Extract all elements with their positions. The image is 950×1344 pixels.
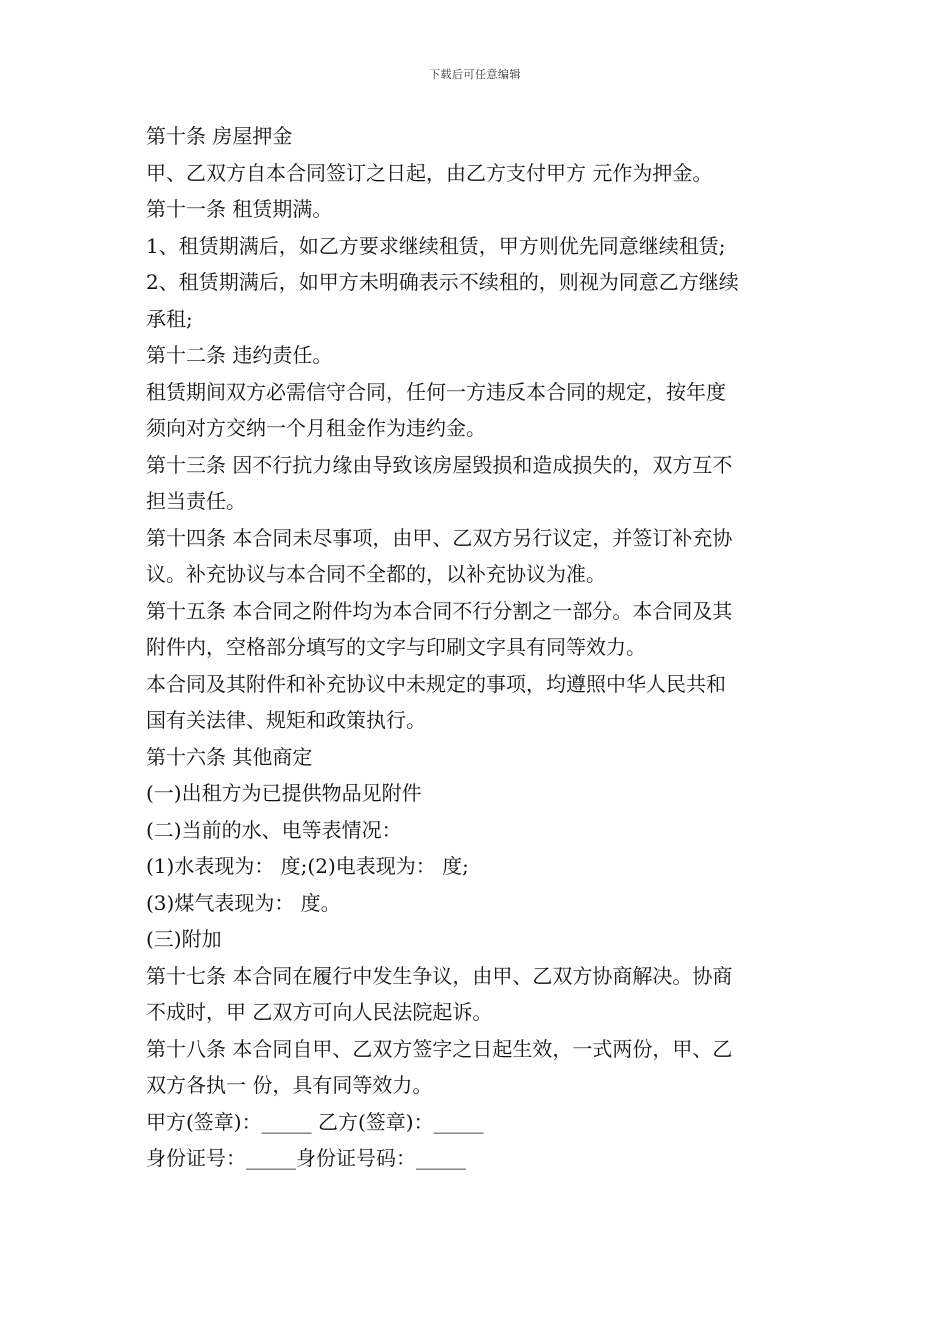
text-line: 附件内，空格部分填写的文字与印刷文字具有同等效力。	[146, 635, 646, 659]
text-line: 担当责任。	[146, 489, 246, 513]
text-line: 承租;	[146, 306, 193, 331]
text-line: 1、租赁期满后，如乙方要求继续租赁，甲方则优先同意继续租赁;	[146, 233, 726, 258]
paragraph-article-17	[146, 958, 808, 1031]
paragraph-sub-3	[146, 921, 808, 958]
text-line: 租赁期间双方必需信守合同，任何一方违反本合同的规定，按年度	[146, 379, 726, 404]
paragraph-article-18	[146, 1031, 808, 1104]
paragraph-item-2	[146, 264, 808, 337]
text-line: 甲方(签章)：_____ 乙方(签章)：_____	[146, 1109, 484, 1134]
paragraph-applicable-law	[146, 666, 808, 739]
document-body	[146, 118, 808, 1177]
text-line: 本合同及其附件和补充协议中未规定的事项，均遵照中华人民共和	[146, 671, 726, 696]
text-line: 2、租赁期满后，如甲方未明确表示不续租的，则视为同意乙方继续	[146, 270, 739, 294]
text-line: 议。补充协议与本合同不全都的，以补充协议为准。	[146, 562, 606, 586]
text-line: 身份证号：_____身份证号码：_____	[146, 1146, 466, 1170]
text-line: 第十二条 违约责任。	[146, 343, 333, 367]
paragraph-id-numbers	[146, 1140, 808, 1177]
text-line: 第十条 房屋押金	[146, 124, 293, 148]
paragraph-article-12-title	[146, 337, 808, 374]
text-line: (二)当前的水、电等表情况：	[146, 817, 402, 842]
text-line: 不成时，甲 乙双方可向人民法院起诉。	[146, 1000, 493, 1024]
paragraph-article-10-title	[146, 118, 808, 155]
paragraph-article-16-title	[146, 739, 808, 776]
paragraph-article-15	[146, 593, 808, 666]
text-line: 第十四条 本合同未尽事项，由甲、乙双方另行议定，并签订补充协	[146, 525, 733, 550]
text-line: 国有关法律、规矩和政策执行。	[146, 708, 426, 732]
text-line: 双方各执一 份，具有同等效力。	[146, 1073, 433, 1097]
text-line: 甲、乙双方自本合同签订之日起，由乙方支付甲方 元作为押金。	[146, 160, 713, 185]
text-line: 第十五条 本合同之附件均为本合同不行分割之一部分。本合同及其	[146, 598, 733, 623]
page-header: 下载后可任意编辑	[429, 68, 521, 81]
text-line: (一)出租方为已提供物品见附件	[146, 781, 422, 805]
text-line: 第十六条 其他商定	[146, 744, 313, 769]
text-line: 第十七条 本合同在履行中发生争议，由甲、乙双方协商解决。协商	[146, 963, 733, 988]
text-line: (三)附加	[146, 927, 222, 951]
text-line: 第十三条 因不行抗力缘由导致该房屋毁损和造成损失的，双方互不	[146, 452, 733, 477]
paragraph-article-13	[146, 447, 808, 520]
text-line: 须向对方交纳一个月租金作为违约金。	[146, 416, 486, 440]
paragraph-article-14	[146, 520, 808, 593]
paragraph-meter-gas	[146, 885, 808, 922]
paragraph-sub-2	[146, 812, 808, 849]
paragraph-sub-1	[146, 775, 808, 812]
paragraph-deposit	[146, 155, 808, 192]
text-line: 第十八条 本合同自甲、乙双方签字之日起生效，一式两份，甲、乙	[146, 1036, 733, 1061]
paragraph-breach	[146, 374, 808, 447]
paragraph-item-1	[146, 228, 808, 265]
paragraph-signatures	[146, 1104, 808, 1141]
text-line: 第十一条 租赁期满。	[146, 197, 333, 221]
text-line: (1)水表现为： 度;(2)电表现为： 度;	[146, 854, 469, 878]
paragraph-article-11-title	[146, 191, 808, 228]
paragraph-meter-water-electric	[146, 848, 808, 885]
text-line: (3)煤气表现为： 度。	[146, 890, 341, 915]
